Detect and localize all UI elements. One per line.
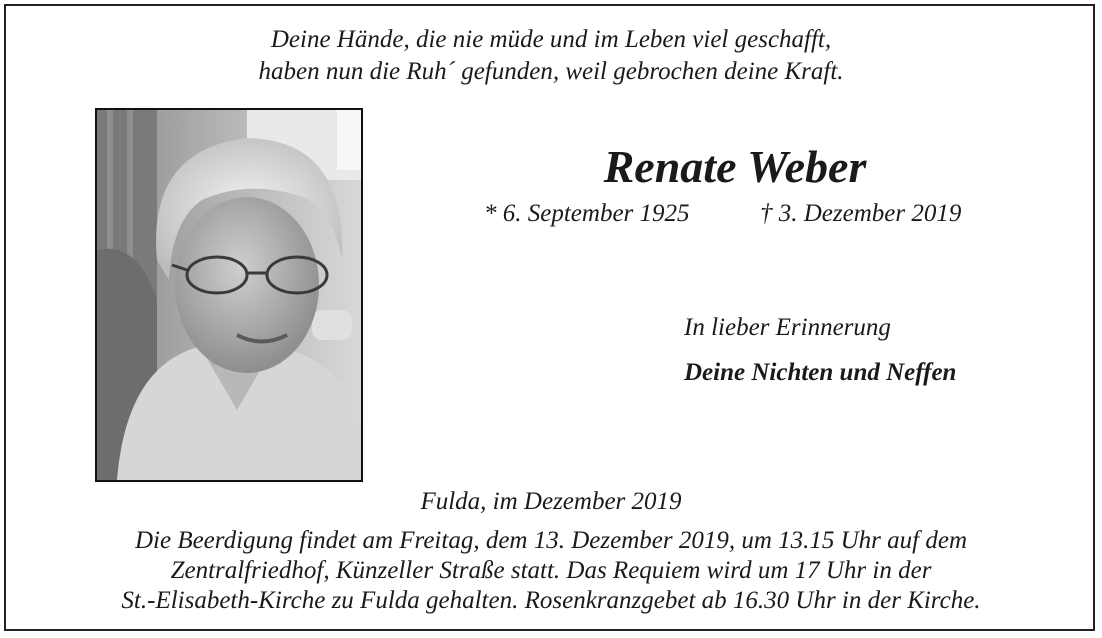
- portrait-photo: [95, 108, 363, 482]
- mourners-signature: Deine Nichten und Neffen: [684, 359, 957, 386]
- memory-text: In lieber Erinnerung: [684, 314, 891, 341]
- funeral-line-1: Die Beerdigung findet am Freitag, dem 13. Dezember 2019, um 13.15 Uhr auf dem: [134, 527, 968, 554]
- funeral-line-3: St.-Elisabeth-Kirche zu Fulda gehalten. Rosenkranzgebet ab 16.30 Uhr in der Kirche.: [121, 587, 981, 614]
- verse-line-1: Deine Hände, die nie müde und im Leben viel geschafft,: [270, 26, 832, 53]
- funeral-notice: [0, 526, 1102, 616]
- place-date: Fulda, im Dezember 2019: [420, 488, 682, 515]
- verse: [0, 24, 1102, 88]
- deceased-name: Renate Weber: [603, 141, 867, 192]
- funeral-line-2: Zentralfriedhof, Künzeller Straße statt. Das Requiem wird um 17 Uhr in der: [170, 557, 932, 584]
- birth-date: * 6. September 1925: [484, 200, 690, 227]
- death-date: † 3. Dezember 2019: [760, 200, 962, 227]
- verse-line-2: haben nun die Ruh´ gefunden, weil gebrochen deine Kraft.: [258, 58, 844, 85]
